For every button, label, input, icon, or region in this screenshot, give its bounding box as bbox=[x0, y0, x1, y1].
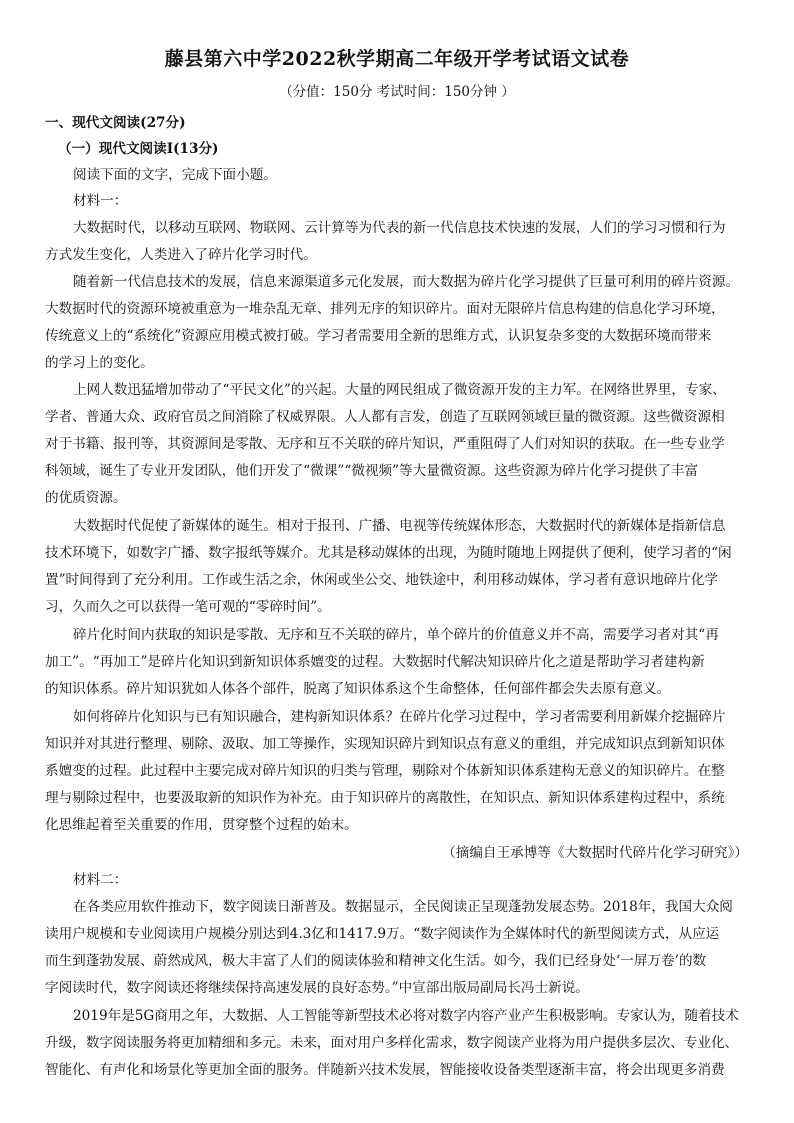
paragraph-line: 而生到蓬勃发展、蔚然成风，极大丰富了人们的阅读体验和精神文化生活。如今，我们已经身处‘一屏万卷’的数 bbox=[45, 953, 707, 969]
paragraph-line: 系嬗变的过程。此过程中主要完成对碎片知识的归类与管理，剔除对个体新知识体系建构无意义的知识碎片。在整 bbox=[45, 763, 725, 779]
paragraph-line: 字阅读时代，数字阅读还将继续保持高速发展的良好态势。”中宣部出版局副局长冯士新说。 bbox=[45, 980, 589, 996]
paragraph-line: 对于书籍、报刊等，其资源间是零散、无序和互不关联的碎片知识，严重阻碍了人们对知识的获取。在一些专业学 bbox=[45, 436, 725, 452]
paragraph-line: 升级，数字阅读服务将更加精细和多元。未来，面对用户多样化需求，数字阅读产业将为用户提供多层次、专业化、 bbox=[45, 1035, 739, 1051]
paragraph-line: 2019年是5G商用之年，大数据、人工智能等新型技术必将对数字内容产业产生积极影响。专家认为，随着技术 bbox=[73, 1008, 739, 1024]
paragraph-line: 学者、普通大众、政府官员之间消除了权威界限。人人都有言发，创造了互联网领域巨量的微资源。这些微资源相 bbox=[45, 409, 725, 425]
paragraph-line: 理与剔除过程中，也要汲取新的知识作为补充。由于知识碎片的离散性，在知识点、新知识体系建构过程中，系统 bbox=[45, 790, 725, 806]
paragraph-line: 大数据时代，以移动互联网、物联网、云计算等为代表的新一代信息技术快速的发展，人们的学习习惯和行为 bbox=[73, 220, 726, 236]
exam-subtitle: （分值：150分 考试时间：150分钟 ） bbox=[279, 84, 515, 100]
paragraph-line: 置”时间得到了充分利用。工作或生活之余，休闲或坐公交、地铁途中，利用移动媒体，学习者有意识地碎片化学 bbox=[45, 572, 719, 588]
material-label: 材料一： bbox=[73, 193, 128, 209]
paragraph-line: 读用户规模和专业阅读用户规模分别达到4.3亿和1417.9万。“数字阅读作为全媒体时代的新型阅读方式，从应运 bbox=[45, 926, 720, 942]
paragraph-line: 习，久而久之可以获得一笔可观的“零碎时间”。 bbox=[45, 599, 331, 615]
material-label: 材料二： bbox=[73, 872, 128, 888]
exam-title: 藤县第六中学2022秋学期高二年级开学考试语文试卷 bbox=[164, 48, 630, 70]
paragraph-line: 智能化、有声化和场景化等更加全面的服务。伴随新兴技术发展，智能接收设备类型逐渐丰富，将会出现更多消费 bbox=[45, 1062, 725, 1078]
paragraph-line: 加工”。“再加工”是碎片化知识到新知识体系嬗变的过程。大数据时代解决知识碎片化之道是帮助学习者建构新 bbox=[45, 654, 705, 670]
paragraph-line: 大数据时代的资源环境被重意为一堆杂乱无章、排列无序的知识碎片。面对无限碎片信息构建的信息化学习环境， bbox=[45, 301, 725, 317]
paragraph-line: 的知识体系。碎片知识犹如人体各个部件，脱离了知识体系这个生命整体，任何部件都会失去原有意义。 bbox=[45, 681, 671, 697]
paragraph-line: 上网人数迅猛增加带动了“平民文化”的兴起。大量的网民组成了微资源开发的主力军。在网络世界里，专家、 bbox=[73, 382, 726, 398]
paragraph-line: 技术环境下，如数字广播、数字报纸等媒介。尤其是移动媒体的出现，为随时随地上网提供了便利，使学习者的“闲 bbox=[45, 545, 732, 561]
paragraph-line: 方式发生变化，人类进入了碎片化学习时代。 bbox=[45, 247, 317, 263]
instruction-text: 阅读下面的文字，完成下面小题。 bbox=[73, 167, 277, 183]
paragraph-line: 随着新一代信息技术的发展，信息来源渠道多元化发展，而大数据为碎片化学习提供了巨量可利用的碎片资源。 bbox=[73, 274, 740, 290]
source-citation: （摘编自王承博等《大数据时代碎片化学习研究》） bbox=[442, 845, 748, 861]
paragraph-line: 化思维起着至关重要的作用，贯穿整个过程的始末。 bbox=[45, 817, 358, 833]
paragraph-line: 知识并对其进行整理、剔除、汲取、加工等操作，实现知识碎片到知识点有意义的重组，并完成知识点到新知识体 bbox=[45, 736, 725, 752]
paragraph-line: 的学习上的变化。 bbox=[45, 355, 154, 371]
paragraph-line: 如何将碎片化知识与已有知识融合，建构新知识体系？在碎片化学习过程中，学习者需要利用新媒介挖掘碎片 bbox=[73, 709, 726, 725]
paragraph-line: 在各类应用软件推动下，数字阅读日渐普及。数据显示，全民阅读正呈现蓬勃发展态势。2018年，我国大众阅 bbox=[73, 899, 733, 915]
paragraph-line: 科领域，诞生了专业开发团队，他们开发了“微课”“微视频”等大量微资源。这些资源为碎片化学习提供了丰富 bbox=[45, 463, 699, 479]
section-heading: 一、现代文阅读(27分) bbox=[45, 115, 186, 131]
paragraph-line: 大数据时代促使了新媒体的诞生。相对于报刊、广播、电视等传统媒体形态，大数据时代的新媒体是指新信息 bbox=[73, 518, 726, 534]
paragraph-line: 碎片化时间内获取的知识是零散、无序和互不关联的碎片，单个碎片的价值意义并不高，需要学习者对其“再 bbox=[73, 627, 719, 643]
paragraph-line: 的优质资源。 bbox=[45, 490, 127, 506]
paragraph-line: 传统意义上的“系统化”资源应用模式被打破。学习者需要用全新的思维方式，认识复杂多变的大数据环境而带来 bbox=[45, 328, 712, 344]
subsection-heading: （一）现代文阅读Ⅰ(13分) bbox=[58, 141, 219, 157]
